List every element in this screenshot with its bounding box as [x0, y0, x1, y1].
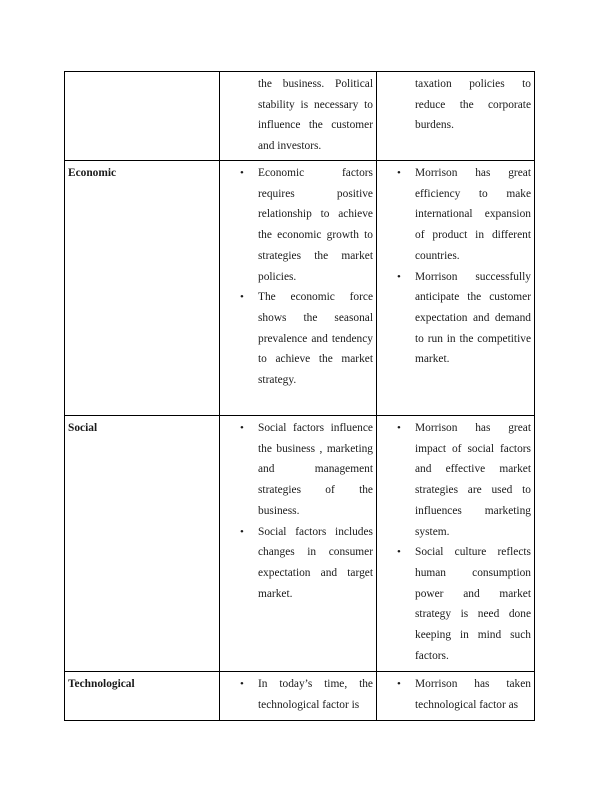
- factor-cell: [65, 416, 220, 672]
- impact-bullet-list: [220, 418, 373, 604]
- list-item: • Morrison has great impact of social factors and effective market strategies are used to influences marketing system.: [377, 418, 531, 542]
- impact-cell: [220, 72, 377, 161]
- impact-text-continued: the business. Political stability is necessary to influence the customer and investors.: [258, 78, 373, 153]
- morrison-cell: [377, 672, 535, 721]
- morrison-bullet-list: [377, 418, 531, 666]
- impact-cell: [220, 672, 377, 721]
- list-item: • The economic force shows the seasonal prevalence and tendency to achieve the market strategy.: [220, 287, 373, 391]
- list-item: • Economic factors requires positive relationship to achieve the economic growth to strategies the market policies.: [220, 163, 373, 287]
- impact-bullet-list: [220, 163, 373, 391]
- list-item: • Morrison successfully anticipate the customer expectation and demand to run in the competitive market.: [377, 267, 531, 371]
- impact-bullet-list: [220, 674, 373, 715]
- factor-cell: [65, 72, 220, 161]
- table-row-political-continued: [65, 72, 535, 161]
- pest-analysis-table: [64, 71, 535, 721]
- factor-label-technological: Technological: [68, 678, 135, 690]
- factor-label-social: Social: [68, 422, 98, 434]
- factor-cell: [65, 161, 220, 416]
- morrison-cell: [377, 161, 535, 416]
- factor-label-economic: Economic: [68, 167, 117, 179]
- list-item: • Social factors influence the business , marketing and management strategies of the business.: [220, 418, 373, 522]
- list-item: • Morrison has taken technological factor as: [377, 674, 531, 715]
- list-item: • Social factors includes changes in consumer expectation and target market.: [220, 522, 373, 605]
- list-item: • Social culture reflects human consumption power and market strategy is need done keeping in mind such factors.: [377, 542, 531, 666]
- impact-cell: [220, 416, 377, 672]
- list-item: • Morrison has great efficiency to make international expansion of product in different countries.: [377, 163, 531, 267]
- morrison-text-continued: taxation policies to reduce the corporate burdens.: [415, 78, 531, 132]
- table-row-technological: [65, 672, 535, 721]
- morrison-bullet-list: [377, 163, 531, 370]
- table-row-economic: [65, 161, 535, 416]
- impact-cell: [220, 161, 377, 416]
- list-item: • In today’s time, the technological factor is: [220, 674, 373, 715]
- morrison-cell: [377, 72, 535, 161]
- factor-cell: [65, 672, 220, 721]
- morrison-cell: [377, 416, 535, 672]
- morrison-bullet-list: [377, 674, 531, 715]
- table-row-social: [65, 416, 535, 672]
